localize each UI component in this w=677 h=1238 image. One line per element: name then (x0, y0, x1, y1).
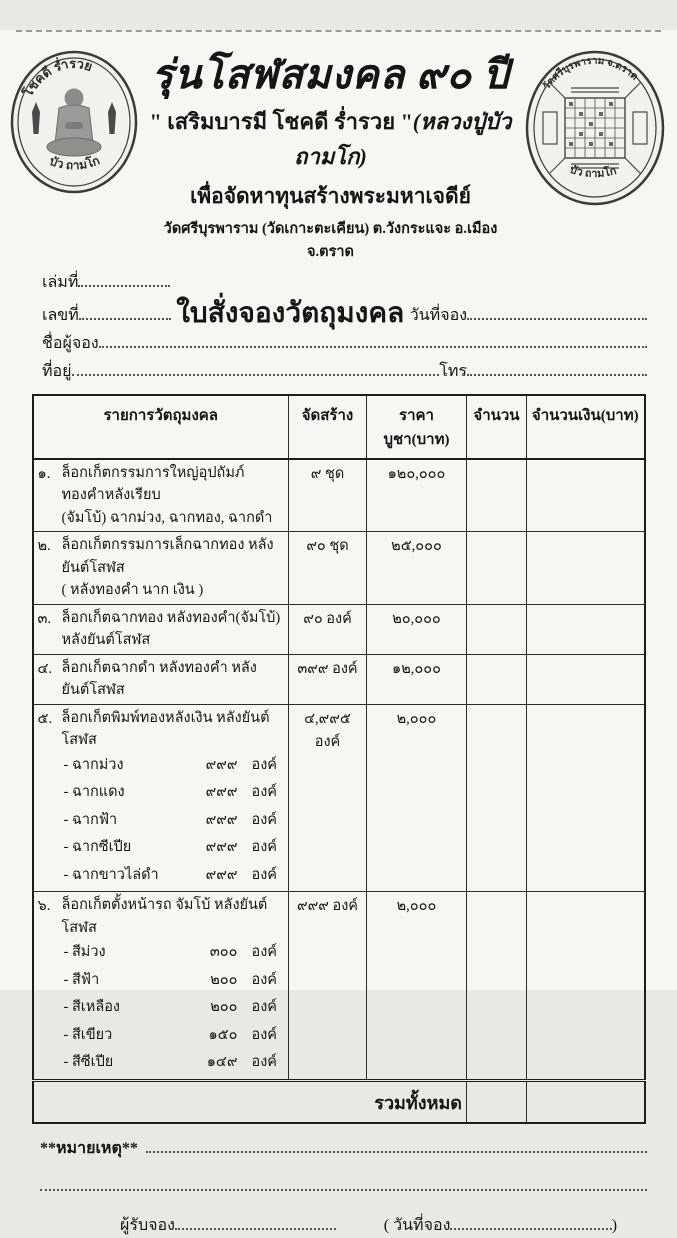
doc-no-row (42, 298, 647, 328)
sub-item: - สีม่วง ๓๐๐ องค์ (63, 944, 277, 961)
doc-no-field (79, 304, 171, 320)
item-name: ล็อกเก็ตกรรมการใหญ่อุปถัมภ์ ทองคำหลังเรียบ (จัมโบ้) ฉากม่วง, ฉากทอง, ฉากดำ (61, 465, 273, 526)
sub-item: - ฉากขาวไล่ดำ ๙๙๙ องค์ (63, 866, 277, 883)
notes-label: **หมายเหตุ** (40, 1140, 138, 1158)
price: ๑๒,๐๐๐ (367, 654, 467, 704)
sub-item: - สีฟ้า ๒๐๐ องค์ (63, 971, 277, 988)
notes-field-2 (40, 1175, 647, 1191)
form-title: ใบสั่งจองวัตถุมงคล (176, 298, 405, 329)
made-qty: ๙ ชุด (289, 459, 367, 532)
sign-date-open: ( วันที่จอง (383, 1217, 451, 1235)
yantra-seal-icon (521, 48, 669, 208)
order-date-label: วันที่จอง (409, 307, 467, 324)
row-number: ๓. (37, 610, 52, 627)
price: ๑๒๐,๐๐๐ (367, 459, 467, 532)
address-label: ที่อยู่ (42, 363, 72, 380)
row-number: ๕. (37, 710, 53, 727)
item-name: ล็อกเก็ตกรรมการเล็กฉากทอง หลังยันต์โสฬส ( หลังทองคำ นาก เงิน ) (61, 537, 274, 599)
amount-blank (527, 459, 645, 532)
price: ๒๕,๐๐๐ (367, 532, 467, 604)
table-row (33, 459, 645, 532)
customer-label: ชื่อผู้จอง (42, 335, 99, 352)
customer-field (99, 332, 647, 348)
order-table (32, 394, 646, 1124)
amount-blank (527, 532, 645, 604)
table-row (33, 604, 645, 654)
price: ๒๐,๐๐๐ (367, 604, 467, 654)
amount-blank (527, 604, 645, 654)
monk-name: (หลวงปู่บัว ถามโก) (294, 109, 512, 169)
phone-label: โทร (439, 363, 467, 380)
sub-item: - สีซีเปีย ๑๔๙ องค์ (63, 1054, 277, 1071)
total-label: รวมทั้งหมด (33, 1081, 467, 1124)
svg-text:วัดศรีบุรพาราม จ.ตราด: วัดศรีบุรพาราม จ.ตราด (541, 55, 640, 92)
row-number: ๒. (37, 538, 51, 555)
sub-item: - ฉากฟ้า ๙๙๙ องค์ (63, 811, 277, 828)
phone-field (467, 360, 647, 376)
notes-line-2 (40, 1175, 647, 1191)
item-name: ล็อกเก็ตพิมพ์ทองหลังเงิน หลังยันต์โสฬส (61, 709, 270, 749)
sub-item: - ฉากซีเปีย ๙๙๙ องค์ (63, 839, 277, 856)
notes-section (0, 1124, 677, 1191)
row-number: ๔. (37, 660, 53, 677)
amount-blank (527, 654, 645, 704)
signature-row (0, 1191, 677, 1238)
order-date-field (467, 304, 647, 320)
table-row (33, 704, 645, 892)
table-row (33, 892, 645, 1081)
monk-seal-icon (8, 48, 140, 196)
item-name: ล็อกเก็ตฉากทอง หลังทองคำ(จัมโบ้) หลังยันต์โสฬส (61, 609, 281, 649)
total-row (33, 1081, 645, 1124)
order-form-page (0, 30, 677, 1235)
price: ๒,๐๐๐ (367, 892, 467, 1081)
sub-item: - สีเหลือง ๒๐๐ องค์ (63, 999, 277, 1016)
sub-item: - ฉากแดง ๙๙๙ องค์ (63, 784, 277, 801)
doc-no-label: เลขที่ (42, 307, 79, 324)
col-item: รายการวัตถุมงคล (33, 395, 289, 459)
edition-title: รุ่นโสฬสมงคล ๙๐ ปี (151, 52, 510, 97)
amount-blank (527, 892, 645, 1081)
col-amount: จำนวนเงิน(บาท) (527, 395, 645, 459)
table-header-row (33, 395, 645, 459)
svg-text:โชคดี ร่ำรวย: โชคดี ร่ำรวย (20, 55, 95, 100)
sub-item: - ฉากม่วง ๙๙๙ องค์ (63, 756, 277, 773)
notes-field-1 (146, 1137, 647, 1153)
blessing-subtitle (140, 104, 521, 174)
receiver-field (175, 1214, 336, 1230)
book-no-row (42, 270, 647, 295)
form-meta (0, 263, 677, 384)
notes-line-1 (40, 1136, 647, 1161)
blessing-quote: " เสริมบารมี โชคดี ร่ำรวย " (149, 109, 413, 134)
made-qty: ๙๙๙ องค์ (289, 892, 367, 1081)
header-titles (140, 48, 521, 263)
form-header (0, 32, 677, 263)
address-row (42, 359, 647, 384)
row-number: ๖. (37, 898, 51, 915)
svg-text:บัว ถามโก: บัว ถามโก (568, 163, 618, 181)
address-field (72, 360, 440, 376)
made-qty: ๔,๙๙๕ องค์ (289, 704, 367, 892)
fundraising-purpose: เพื่อจัดหาทุนสร้างพระมหาเจดีย์ (190, 184, 471, 208)
temple-address: วัดศรีบุรพาราม (วัดเกาะตะเคียน) ต.วังกระแจะ อ.เมือง จ.ตราด (163, 221, 498, 260)
book-no-label: เล่มที่ (42, 274, 79, 291)
total-amount-blank (527, 1081, 645, 1124)
total-qty-blank (467, 1081, 527, 1124)
qty-blank (467, 654, 527, 704)
qty-blank (467, 892, 527, 1081)
receiver-label: ผู้รับจอง (120, 1217, 175, 1235)
made-qty: ๙๐ องค์ (289, 604, 367, 654)
table-row (33, 654, 645, 704)
sign-date-close: ) (611, 1217, 618, 1235)
qty-blank (467, 459, 527, 532)
made-qty: ๙๐ ชุด (289, 532, 367, 604)
item-name: ล็อกเก็ตฉากดำ หลังทองคำ หลังยันต์โสฬส (61, 659, 257, 699)
amount-blank (527, 704, 645, 892)
svg-text:บัว ถามโก: บัว ถามโก (47, 153, 102, 173)
col-made: จัดสร้าง (289, 395, 367, 459)
sign-date-field (450, 1214, 611, 1230)
table-row (33, 532, 645, 604)
price: ๒,๐๐๐ (367, 704, 467, 892)
qty-blank (467, 704, 527, 892)
sub-item: - สีเขียว ๑๕๐ องค์ (63, 1026, 277, 1043)
book-no-field (78, 271, 170, 287)
col-qty: จำนวน (467, 395, 527, 459)
col-price: ราคาบูชา(บาท) (367, 395, 467, 459)
qty-blank (467, 604, 527, 654)
qty-blank (467, 532, 527, 604)
made-qty: ๓๙๙ องค์ (289, 654, 367, 704)
row-number: ๑. (37, 466, 51, 482)
customer-row (42, 331, 647, 356)
item-name: ล็อกเก็ตตั้งหน้ารถ จัมโบ้ หลังยันต์โสฬส (61, 897, 268, 936)
